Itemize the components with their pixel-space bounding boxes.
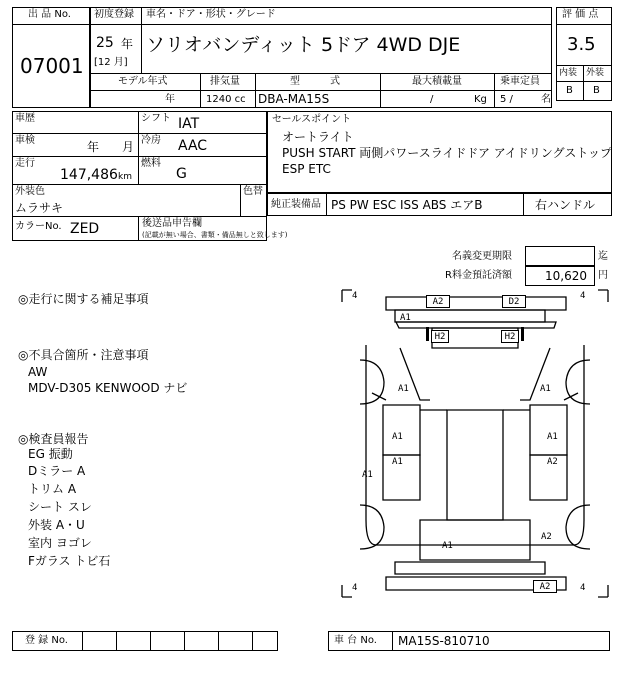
interior-label: 内装 — [559, 68, 578, 78]
damage-left-rear-fender: A1 — [362, 470, 373, 480]
mileage: 147,486 — [60, 167, 118, 183]
inspector-line-3: トリム A — [28, 482, 77, 496]
ac-label: 冷房 — [141, 135, 161, 146]
equipment-items: PS PW ESC ISS ABS エアB — [331, 198, 483, 212]
damage-right-headlight-h2: H2 — [501, 330, 519, 343]
inspection-month: 月 — [122, 140, 135, 154]
equipment-label: 純正装備品 — [271, 199, 321, 210]
shift: IAT — [178, 116, 200, 132]
diagram-corner-tr: 4 — [580, 291, 586, 301]
sales-line-3: ESP ETC — [282, 162, 331, 176]
year-unit: 年 — [121, 37, 134, 51]
recycle-value: 10,620 — [545, 269, 587, 283]
damage-right-rear-quarter: A2 — [541, 532, 552, 542]
mileage-unit: km — [118, 172, 132, 182]
color-no-label: カラーNo. — [15, 221, 62, 232]
max-load-unit: Kg — [474, 94, 487, 105]
name-change-unit: 迄 — [598, 251, 608, 262]
displacement: 1240 cc — [206, 94, 246, 105]
damage-right-rear-door: A2 — [547, 457, 558, 467]
car-name: ソリオバンディット 5ドア 4WD DJE — [146, 34, 461, 56]
model-year-unit: 年 — [165, 94, 175, 105]
ac: AAC — [178, 138, 208, 154]
defect-line-2: MDV-D305 KENWOOD ナビ — [28, 381, 188, 395]
color-change-label: 色替 — [243, 186, 263, 197]
model-label: 型 式 — [290, 76, 340, 87]
inspector-line-2: Dミラー A — [28, 464, 86, 478]
registration-number-label: 登 録 No. — [25, 635, 68, 646]
color: ムラサキ — [15, 201, 64, 215]
inspector-line-5: 外装 A・U — [28, 518, 85, 532]
handle-side: 右ハンドル — [535, 198, 596, 212]
rating-label: 評 価 点 — [562, 9, 599, 20]
fuel: G — [176, 166, 187, 182]
damage-tailgate: A1 — [442, 541, 453, 551]
model-year-label: モデル年式 — [118, 76, 168, 87]
sales-line-2: PUSH START 両側パワースライドドア アイドリングストップ — [282, 146, 613, 160]
inspector-line-1: EG 振動 — [28, 447, 73, 461]
damage-right-front-door: A1 — [547, 432, 558, 442]
max-load-slash: / — [430, 94, 434, 105]
max-load-label: 最大積載量 — [412, 76, 462, 87]
first-reg-label: 初度登録 — [94, 9, 134, 20]
history-label: 車歴 — [15, 113, 35, 124]
damage-front-a1: A1 — [400, 313, 411, 323]
aftermarket-label: 後送品申告欄 — [142, 218, 202, 229]
first-reg-month: [12 月] — [94, 57, 128, 68]
sales-point-label: セールスポイント — [272, 114, 352, 125]
diagram-corner-tl: 4 — [352, 291, 358, 301]
inspection-year: 年 — [87, 140, 100, 154]
lot-number: 07001 — [20, 54, 84, 78]
lot-number-label: 出 品 No. — [28, 9, 71, 20]
inspector-line-7: Fガラス トビ石 — [28, 554, 111, 568]
first-reg-year: 25 — [96, 35, 114, 51]
inspector-line-6: 室内 ヨゴレ — [28, 536, 92, 550]
chassis-number-label: 車 台 No. — [334, 635, 377, 646]
sales-line-1: オートライト — [282, 130, 354, 144]
exterior-grade: B — [593, 85, 600, 96]
damage-left-front-door: A1 — [392, 432, 403, 442]
damage-left-headlight-h2: H2 — [431, 330, 449, 343]
defect-line-1: AW — [28, 365, 48, 379]
defect-notes-title: ◎不具合箇所・注意事項 — [18, 348, 149, 362]
shift-label: シフト — [141, 113, 171, 124]
damage-left-rear-door: A1 — [392, 457, 403, 467]
displacement-label: 排気量 — [210, 76, 240, 87]
damage-right-front-fender: A1 — [540, 384, 551, 394]
name-change-label: 名義変更期限 — [452, 251, 512, 262]
damage-rear-bumper-a2: A2 — [533, 580, 557, 593]
recycle-label: R料金預託済額 — [445, 270, 512, 281]
color-label: 外装色 — [15, 186, 45, 197]
damage-front-bumper-d2: D2 — [502, 295, 526, 308]
inspector-notes-title: ◎検査員報告 — [18, 432, 89, 446]
inspection-label: 車検 — [15, 135, 35, 146]
exterior-label: 外装 — [586, 68, 605, 78]
interior-grade: B — [566, 85, 573, 96]
damage-left-front-fender: A1 — [398, 384, 409, 394]
aftermarket-note: (記載が無い場合、書類・備品無しと致します) — [142, 231, 288, 239]
diagram-corner-br: 4 — [580, 583, 586, 593]
capacity-label: 乗車定員 — [500, 76, 540, 87]
car-name-label: 車名・ドア・形状・グレード — [146, 9, 276, 20]
inspector-line-4: シート スレ — [28, 500, 92, 514]
damage-front-bumper-a2: A2 — [426, 295, 450, 308]
rating-score: 3.5 — [567, 34, 596, 55]
capacity-unit: 名 — [541, 94, 551, 105]
fuel-label: 燃料 — [141, 158, 161, 169]
recycle-unit: 円 — [598, 270, 608, 281]
capacity: 5 / — [500, 94, 513, 105]
mileage-label: 走行 — [15, 158, 35, 169]
driving-notes-title: ◎走行に関する補足事項 — [18, 292, 149, 306]
chassis-number: MA15S-810710 — [398, 634, 490, 648]
model-code: DBA-MA15S — [258, 92, 330, 106]
diagram-corner-bl: 4 — [352, 583, 358, 593]
color-no: ZED — [70, 221, 100, 237]
